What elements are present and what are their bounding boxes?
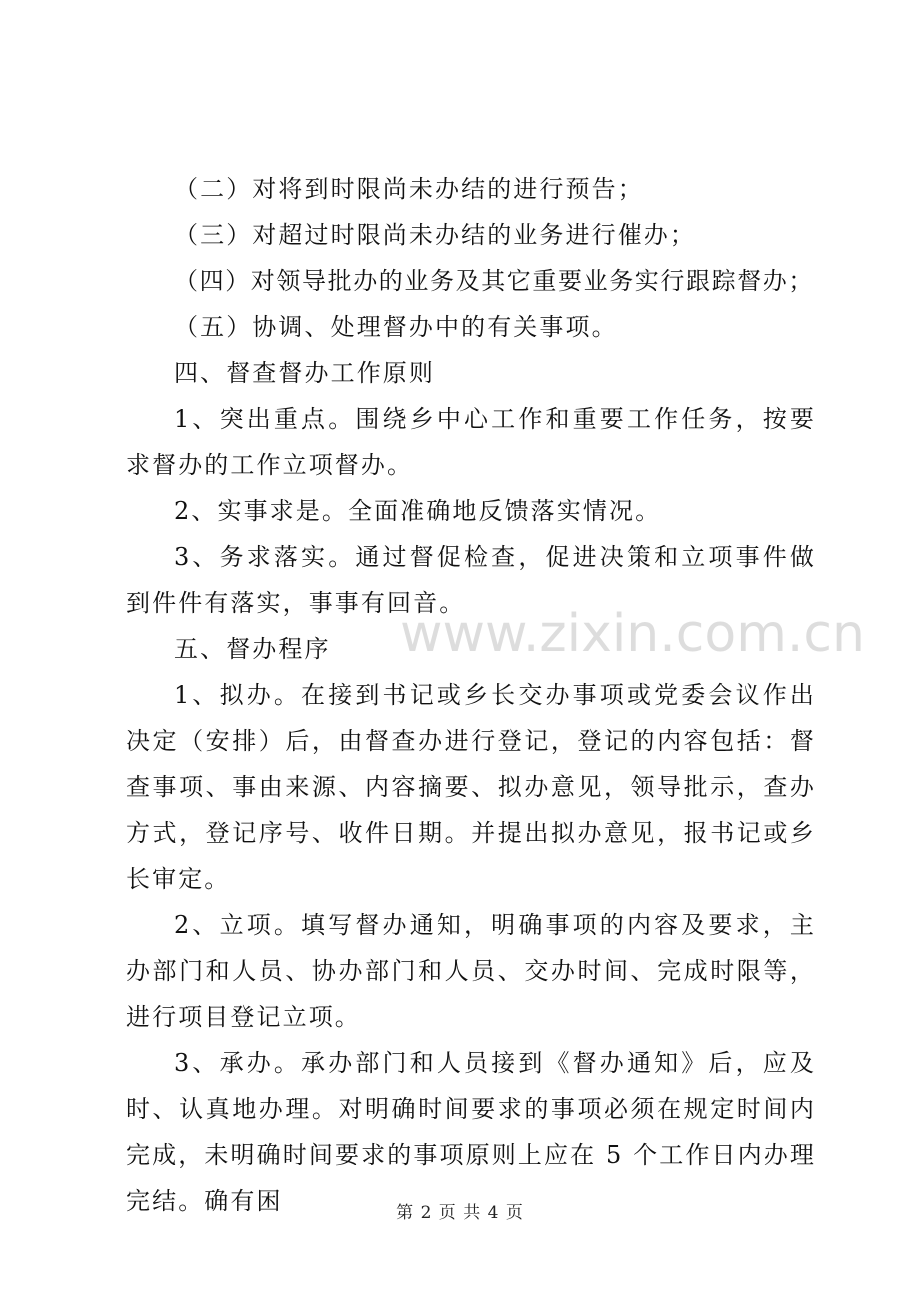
paragraph-item-2: （二）对将到时限尚未办结的进行预告； <box>174 175 644 203</box>
section-heading-procedure: 五、督办程序 <box>174 635 331 663</box>
section-heading-principles: 四、督查督办工作原则 <box>174 359 435 387</box>
page-number: 第 2 页 共 4 页 <box>396 1203 524 1223</box>
watermark-text: www.zixin.com.cn <box>400 604 865 664</box>
principle-fact: 2、实事求是。全面准确地反馈落实情况。 <box>174 497 662 525</box>
procedure-registration: 2、立项。填写督办通知，明确事项的内容及要求，主办部门和人员、协办部门和人员、交办时间、完成时限等，进行项目登记立项。 <box>126 911 816 1031</box>
document-body <box>126 166 816 1224</box>
procedure-drafting: 1、拟办。在接到书记或乡长交办事项或党委会议作出决定（安排）后，由督查办进行登记，登记的内容包括：督查事项、事由来源、内容摘要、拟办意见，领导批示，查办方式，登记序号、收件日期。并提出拟办意见，报书记或乡长审定。 <box>126 681 816 893</box>
principle-implementation: 3、务求落实。通过督促检查，促进决策和立项事件做到件件有落实，事事有回音。 <box>126 543 816 617</box>
procedure-handling: 3、承办。承办部门和人员接到《督办通知》后，应及时、认真地办理。对明确时间要求的事项必须在规定时间内完成，未明确时间要求的事项原则上应在 5 个工作日内办理完结。确有困 <box>126 1049 816 1215</box>
principle-focus: 1、突出重点。围绕乡中心工作和重要工作任务，按要求督办的工作立项督办。 <box>126 405 816 479</box>
paragraph-item-3: （三）对超过时限尚未办结的业务进行催办； <box>174 221 696 249</box>
paragraph-item-4: （四）对领导批办的业务及其它重要业务实行跟踪督办； <box>174 267 814 295</box>
paragraph-item-5: （五）协调、处理督办中的有关事项。 <box>174 313 618 341</box>
